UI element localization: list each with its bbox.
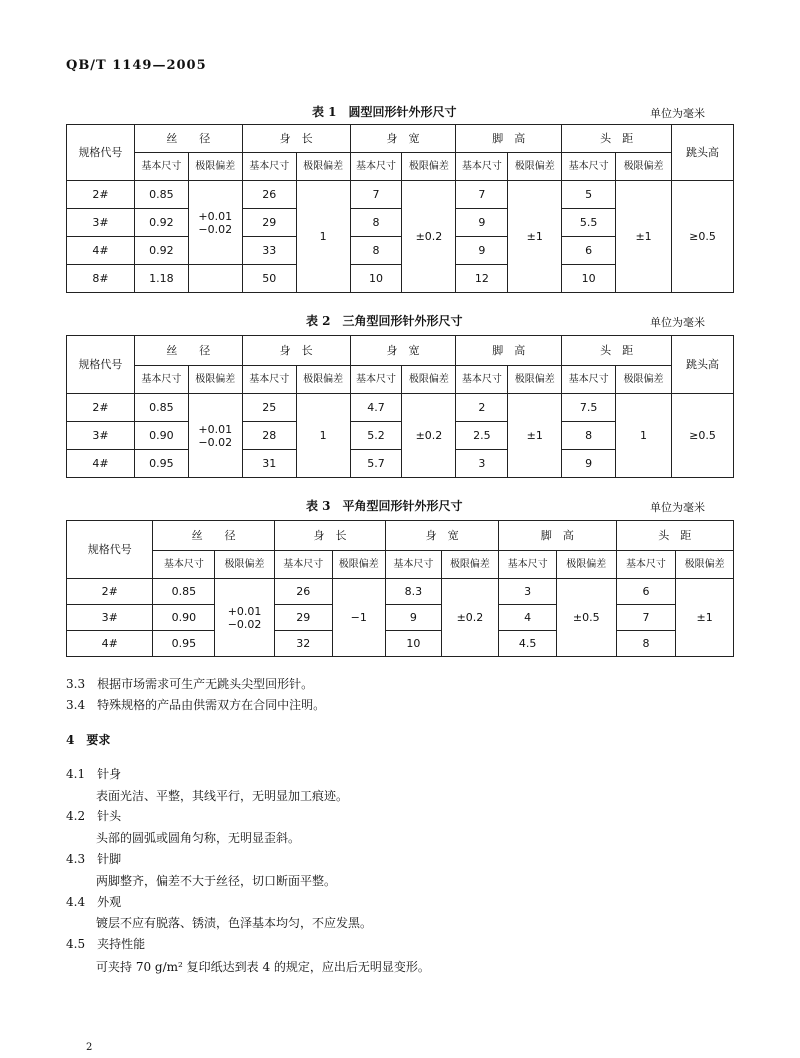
table1-width-tolerance: ±0.2 [402,181,456,293]
table3-cell: 0.90 [153,605,215,631]
table3-cell: 10 [386,631,442,657]
table2-header-length: 身 长 [242,336,350,366]
table2-cell: 2# [67,394,135,422]
clause-4-2-text: 头部的圆弧或圆角匀称，无明显歪斜。 [96,831,301,845]
table1-cell: 7 [350,181,402,209]
table2-subheader-basic: 基本尺寸 [350,366,402,394]
table2-header-skip: 跳头高 [672,336,734,394]
clause-4-1-heading: 4.1 针身 [66,767,122,781]
table3-cell: 8 [616,631,676,657]
table3-cell: 4.5 [499,631,557,657]
table1-header-skip: 跳头高 [672,125,734,181]
table1-length-tolerance: 1 [296,181,350,293]
table2-cell: 4.7 [350,394,402,422]
table3-subheader-deviation: 极限偏差 [556,551,616,579]
table1-wire-tolerance: +0.01 −0.02 [188,181,242,265]
table1-cell [188,265,242,293]
table1-cell: 12 [456,265,508,293]
table3-wire-tolerance: +0.01 −0.02 [215,579,275,657]
table2-cell: 2 [456,394,508,422]
table2-length-tolerance: 1 [296,394,350,478]
table1-cell: 2# [67,181,135,209]
table3-cell: 6 [616,579,676,605]
table3-length-tolerance: −1 [332,579,386,657]
table2-cell: 0.95 [134,450,188,478]
clause-4-5-text: 可夹持 70 g/m² 复印纸达到表 4 的规定，应出后无明显变形。 [96,960,430,974]
table3-subheader-basic: 基本尺寸 [616,551,676,579]
table2-cell: 9 [562,450,616,478]
table1-cell: 3# [67,209,135,237]
table3-subheader-basic: 基本尺寸 [274,551,332,579]
table1-title: 表 1 圆型回形针外形尺寸 [312,105,457,119]
table3-header-wire: 丝 径 [153,521,274,551]
table3-subheader-deviation: 极限偏差 [441,551,499,579]
table2-cell: 7.5 [562,394,616,422]
table2-header-width: 身 宽 [350,336,456,366]
table3-header-head: 头 距 [616,521,733,551]
table3-cell: 0.95 [153,631,215,657]
table1-header-length: 身 长 [242,125,350,153]
table1-cell: 8# [67,265,135,293]
table1-cell: 1.18 [134,265,188,293]
table2-subheader-basic: 基本尺寸 [134,366,188,394]
table2-head-tolerance: 1 [616,394,672,478]
table2-subheader-deviation: 极限偏差 [508,366,562,394]
table3-header-foot: 脚 高 [499,521,616,551]
table1-subheader-deviation: 极限偏差 [188,153,242,181]
table2-header-code: 规格代号 [67,336,135,394]
table1 [66,124,734,293]
table3-foot-tolerance: ±0.5 [556,579,616,657]
section-4-heading: 4 要求 [66,733,111,747]
table3 [66,520,734,657]
table3-header-code: 规格代号 [67,521,153,579]
table3-cell: 0.85 [153,579,215,605]
clause-4-4-heading: 4.4 外观 [66,895,122,909]
table3-cell: 4 [499,605,557,631]
table2-subheader-basic: 基本尺寸 [242,366,296,394]
table2-cell: 3 [456,450,508,478]
table2 [66,335,734,478]
clause-4-3-text: 两脚整齐，偏差不大于丝径，切口断面平整。 [96,874,337,888]
clause-3-4: 3.4 特殊规格的产品由供需双方在合同中注明。 [66,698,326,712]
table1-cell: 8 [350,237,402,265]
table3-cell: 32 [274,631,332,657]
table1-cell: 9 [456,237,508,265]
table3-title: 表 3 平角型回形针外形尺寸 [306,499,463,513]
table2-subheader-basic: 基本尺寸 [562,366,616,394]
clause-4-2-heading: 4.2 针头 [66,809,122,823]
table1-cell: 8 [350,209,402,237]
table2-width-tolerance: ±0.2 [402,394,456,478]
table1-unit: 单位为毫米 [650,107,705,120]
table2-skip-value: ≥0.5 [672,394,734,478]
table2-foot-tolerance: ±1 [508,394,562,478]
table1-foot-tolerance: ±1 [508,181,562,293]
table1-subheader-basic: 基本尺寸 [134,153,188,181]
table1-cell: 29 [242,209,296,237]
table1-cell: 5.5 [562,209,616,237]
table3-cell: 7 [616,605,676,631]
table1-cell: 0.92 [134,209,188,237]
table3-cell: 8.3 [386,579,442,605]
table1-header-foot: 脚 高 [456,125,562,153]
table1-cell: 10 [350,265,402,293]
table1-cell: 50 [242,265,296,293]
table3-cell: 9 [386,605,442,631]
table3-cell: 26 [274,579,332,605]
table1-header-head: 头 距 [562,125,672,153]
table2-header-foot: 脚 高 [456,336,562,366]
table3-cell: 3 [499,579,557,605]
clause-4-5-heading: 4.5 夹持性能 [66,937,146,951]
table1-cell: 0.85 [134,181,188,209]
table1-header-code: 规格代号 [67,125,135,181]
table1-subheader-basic: 基本尺寸 [562,153,616,181]
table2-subheader-deviation: 极限偏差 [402,366,456,394]
table1-subheader-basic: 基本尺寸 [350,153,402,181]
table2-cell: 2.5 [456,422,508,450]
table2-cell: 5.2 [350,422,402,450]
clause-4-1-text: 表面光洁、平整，其线平行，无明显加工痕迹。 [96,789,349,803]
table1-cell: 10 [562,265,616,293]
clause-3-3: 3.3 根据市场需求可生产无跳头尖型回形针。 [66,677,314,691]
document-header: QB/T 1149—2005 [66,58,207,73]
table3-header-width: 身 宽 [386,521,499,551]
table1-subheader-basic: 基本尺寸 [242,153,296,181]
table1-cell: 33 [242,237,296,265]
table2-cell: 31 [242,450,296,478]
table2-cell: 5.7 [350,450,402,478]
clause-4-4-text: 镀层不应有脱落、锈渍，色泽基本均匀，不应发黑。 [96,916,373,930]
table1-cell: 9 [456,209,508,237]
table2-title: 表 2 三角型回形针外形尺寸 [306,314,463,328]
table2-cell: 25 [242,394,296,422]
table1-header-width: 身 宽 [350,125,456,153]
table3-subheader-deviation: 极限偏差 [332,551,386,579]
table1-subheader-deviation: 极限偏差 [508,153,562,181]
table2-subheader-basic: 基本尺寸 [456,366,508,394]
table1-cell: 7 [456,181,508,209]
table2-wire-tolerance: +0.01 −0.02 [188,394,242,478]
table2-cell: 3# [67,422,135,450]
table1-cell: 4# [67,237,135,265]
table1-subheader-basic: 基本尺寸 [456,153,508,181]
table1-cell: 5 [562,181,616,209]
table1-subheader-deviation: 极限偏差 [616,153,672,181]
table2-subheader-deviation: 极限偏差 [188,366,242,394]
table3-cell: 2# [67,579,153,605]
table2-cell: 0.85 [134,394,188,422]
table2-cell: 8 [562,422,616,450]
page-number: 2 [86,1042,93,1053]
table2-unit: 单位为毫米 [650,316,705,329]
table3-subheader-deviation: 极限偏差 [676,551,734,579]
table1-cell: 26 [242,181,296,209]
table3-width-tolerance: ±0.2 [441,579,499,657]
table1-header-wire: 丝 径 [134,125,242,153]
table3-unit: 单位为毫米 [650,501,705,514]
table2-cell: 0.90 [134,422,188,450]
table3-subheader-basic: 基本尺寸 [499,551,557,579]
table1-subheader-deviation: 极限偏差 [296,153,350,181]
table1-cell: 0.92 [134,237,188,265]
table2-subheader-deviation: 极限偏差 [616,366,672,394]
table3-header-length: 身 长 [274,521,385,551]
table3-cell: 3# [67,605,153,631]
table1-subheader-deviation: 极限偏差 [402,153,456,181]
table3-cell: 4# [67,631,153,657]
table1-skip-value: ≥0.5 [672,181,734,293]
table2-cell: 28 [242,422,296,450]
table1-cell: 6 [562,237,616,265]
table3-subheader-basic: 基本尺寸 [153,551,215,579]
table2-header-wire: 丝 径 [134,336,242,366]
table3-cell: 29 [274,605,332,631]
clause-4-3-heading: 4.3 针脚 [66,852,122,866]
table3-subheader-basic: 基本尺寸 [386,551,442,579]
table1-head-tolerance: ±1 [616,181,672,293]
table3-subheader-deviation: 极限偏差 [215,551,275,579]
table3-head-tolerance: ±1 [676,579,734,657]
table2-header-head: 头 距 [562,336,672,366]
table2-subheader-deviation: 极限偏差 [296,366,350,394]
table2-cell: 4# [67,450,135,478]
